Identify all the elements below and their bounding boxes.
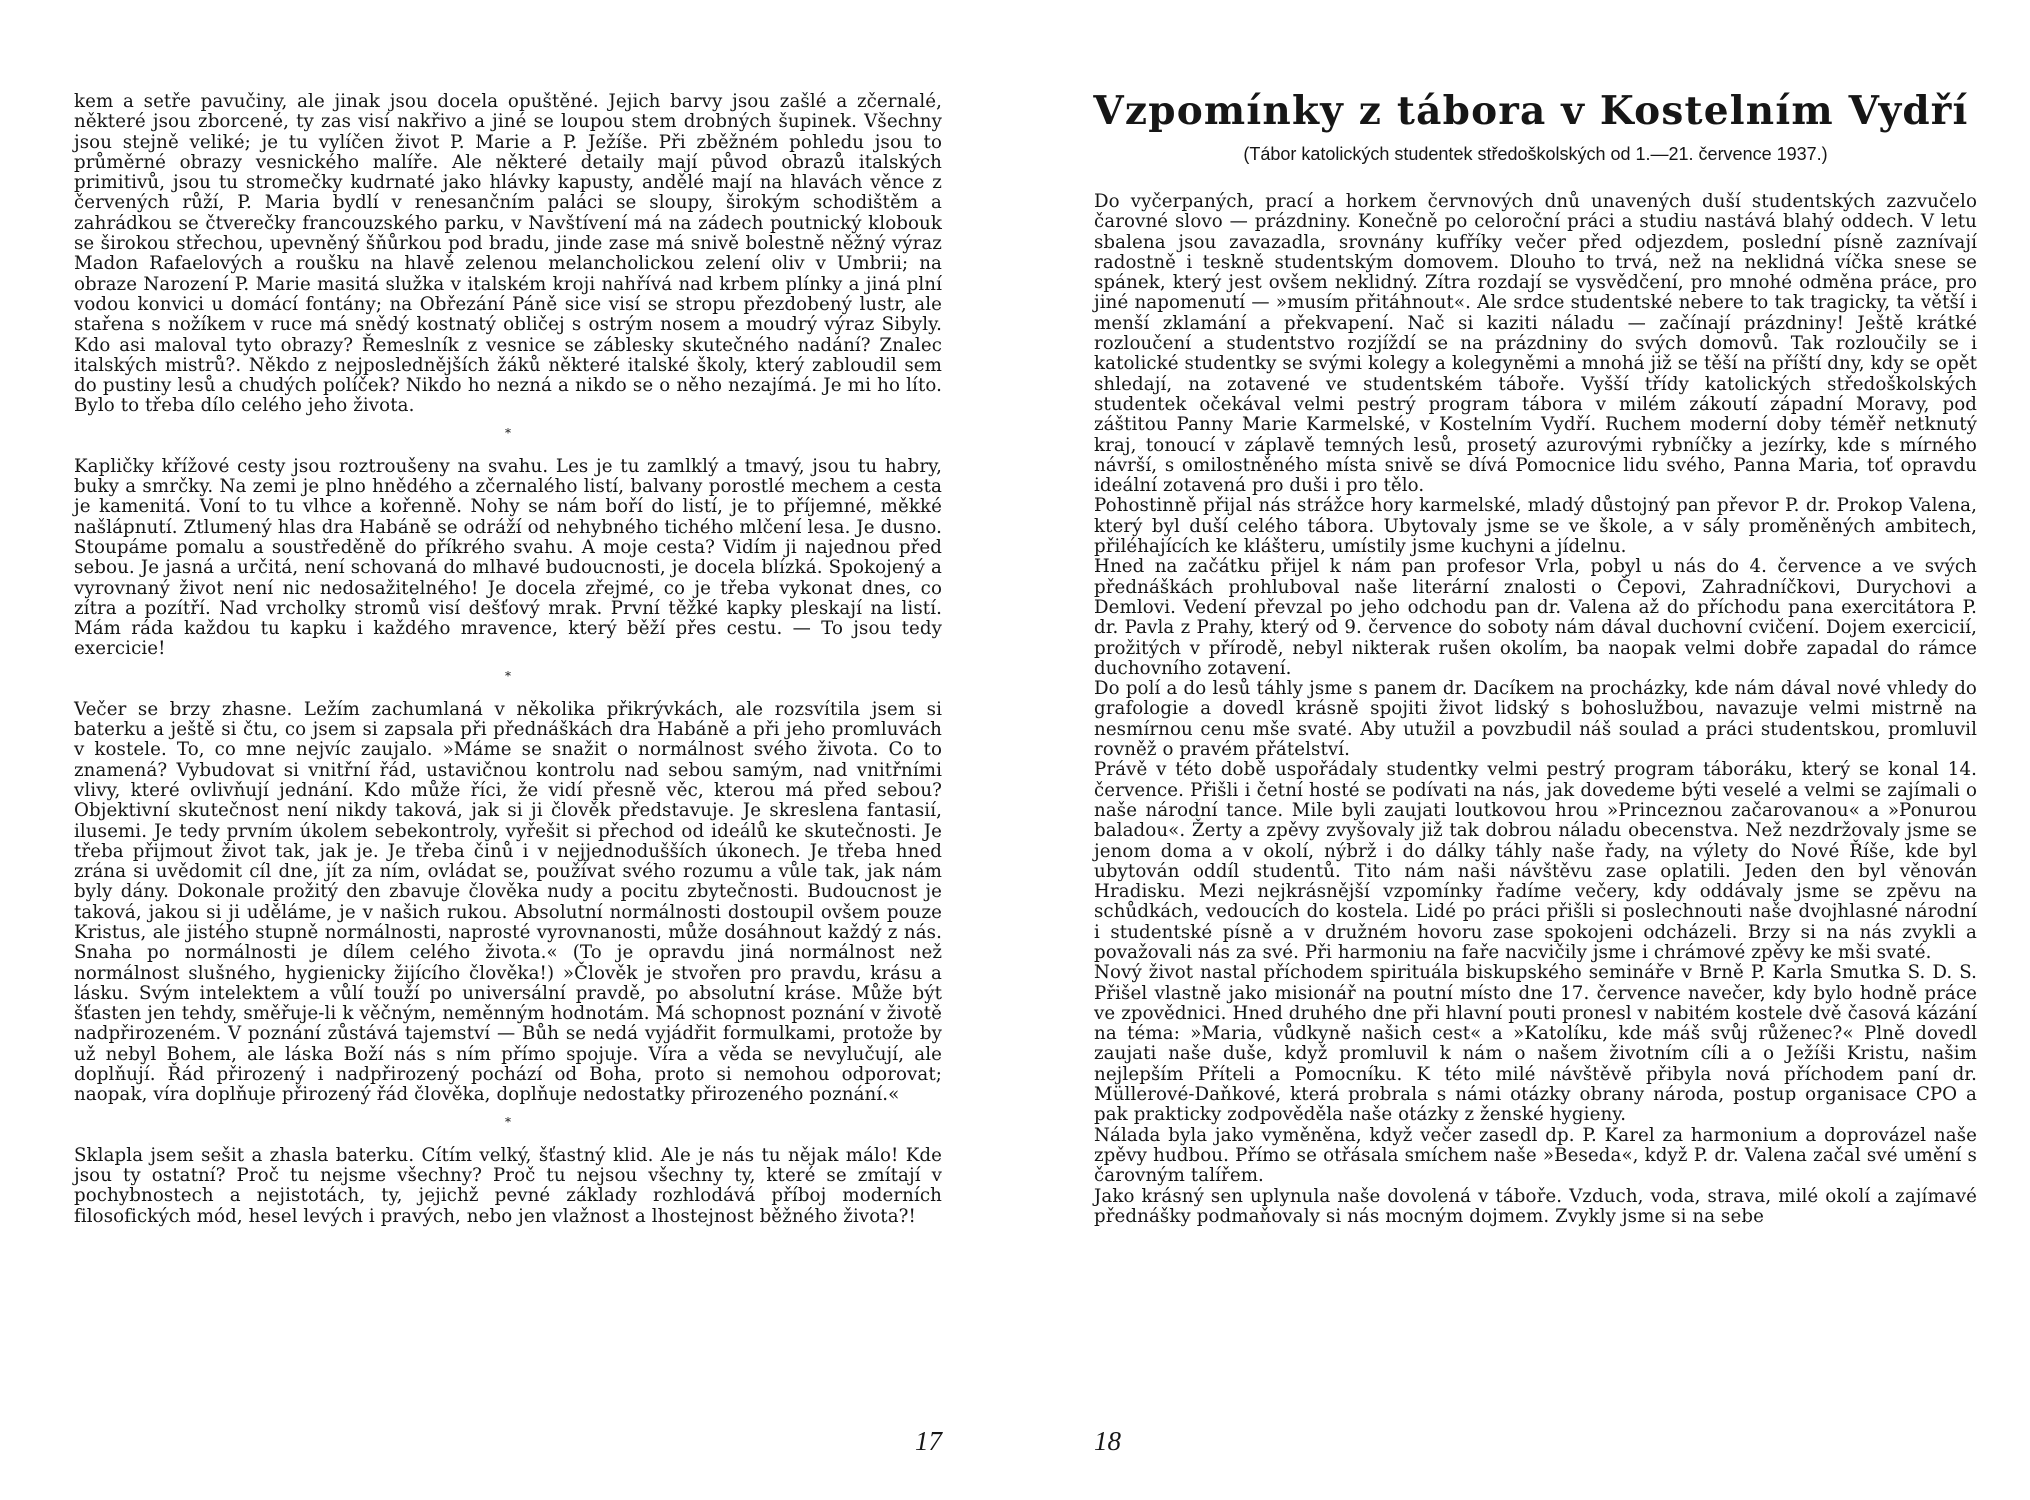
right-page bbox=[1015, 0, 2030, 1500]
paragraph: Právě v této době uspořádaly studentky velmi pestrý program táboráku, který se konal 14. července. Přišli i četní hosté se podívati na nás, jak dovedeme býti veselé a velmi se zajímali o naše národní tance. Mile byli zaujati loutkovou hrou »Princeznou začarovanou« a »Ponurou baladou«. Žerty a zpěvy zvyšovaly již tak dobrou náladu obecenstva. Než nezdržovaly jsme se jenom doma a v okolí, nýbrž i do dálky táhly naše řady, na výlety do Nové Říše, kde byl ubytován oddíl studentů. Tito nám naši návštěvu zase oplatili. Jeden den byl věnován Hradisku. Mezi nejkrásnější vzpomínky řadíme večery, kdy oddávaly jsme se zpěvu na schůdkách, vedoucích do kostela. Lidé po práci přišli si poslechnouti naše dvojhlasné národní i studentské písně a v družném hovoru zase spokojeni odcházeli. Brzy si na nás zvykli a považovali nás za své. Při harmoniu na faře nacvičily jsme i chrámové zpěvy ke mši svaté. bbox=[1094, 759, 1977, 963]
paragraph: kem a setře pavučiny, ale jinak jsou docela opuštěné. Jejich barvy jsou zašlé a zčernalé, některé jsou zborcené, ty zas visí nakřivo a jiné se loupou stem drobných šupinek. Všechny jsou stejně veliké; je tu vylíčen život P. Marie a P. Ježíše. Při zběžném pohledu jsou to průměrné obrazy vesnického malíře. Ale některé detaily mají původ obrazů italských primitivů, jsou tu stromečky kudrnaté jako hlávky kapusty, andělé mají na hlavách věnce z červených růží, P. Maria bydlí v renesančním paláci se sloupy, širokým schodištěm a zahrádkou se čtverečky francouzského parku, v Navštívení má na zádech poutnický klobouk se širokou střechou, upevněný šňůrkou pod bradu, jinde zase má snivě bolestně něžný výraz Madon Rafaelových a roušku na hlavě zelenou melancholickou zelení oliv v Umbrii; na obraze Narození P. Marie masitá služka v italském kroji nahřívá nad krbem plínky a jiná plní vodou konvici u domácí fontány; na Obřezání Páně sice visí se stropu přezdobený lustr, ale stařena s nožíkem v ruce má snědý kostnatý obličej s ostrým nosem a moudrý výraz Sibyly. Kdo asi maloval tyto obrazy? Řemeslník z vesnice se záblesky skutečného nadání? Znalec italských mistrů?. Někdo z nejposlednějších žáků některé italské školy, který zabloudil sem do pustiny lesů a chudých políček? Nikdo ho nezná a nikdo se o něho nezajímá. Je mi ho líto. Bylo to třeba dílo celého jeho života. bbox=[74, 91, 942, 417]
page-number: 17 bbox=[915, 1426, 942, 1456]
section-separator: * bbox=[505, 668, 511, 683]
page-number: 18 bbox=[1094, 1426, 1121, 1456]
paragraph: Kapličky křížové cesty jsou roztroušeny na svahu. Les je tu zamlklý a tmavý, jsou tu habry, buky a smrčky. Na zemi je plno hnědého a zčernalého listí, balvany porostlé mechem a cesta je kamenitá. Voní to tu vlhce a kořenně. Nohy se nám boří do listí, je to příjemné, měkké našlápnutí. Ztlumený hlas dra Habáně se odráží od nehybného tichého mlčení lesa. Je dusno. Stoupáme pomalu a soustředěně do příkrého svahu. A moje cesta? Vidím ji najednou před sebou. Je jasná a určitá, není schovaná do mlhavé budoucnosti, je docela blízká. Spokojený a vyrovnaný život není nic nedosažitelného! Je docela zřejmé, co je třeba vykonat dnes, co zítra a pozítří. Nad vrcholky stromů visí dešťový mrak. První těžké kapky pleskají na listí. Mám ráda každou tu kapku i každého mravence, který běží přes cestu. — To jsou tedy exercicie! bbox=[74, 455, 942, 660]
left-page-text bbox=[74, 92, 942, 1227]
paragraph: Nálada byla jako vyměněna, když večer zasedl dp. P. Karel za harmonium a doprovázel naše zpěvy hudbou. Přímo se otřásala smíchem naše »Beseda«, když P. dr. Valena začal své umění s čarovným talířem. bbox=[1094, 1124, 1977, 1187]
article-title: Vzpomínky z tábora v Kostelním Vydří bbox=[1093, 88, 1969, 134]
paragraph: Večer se brzy zhasne. Ležím zachumlaná v několika přikrývkách, ale rozsvítila jsem si baterku a ještě si čtu, co jsem si zapsala při přednáškách dra Habáně a při jeho promluvách v kostele. To, co mne nejvíc zaujalo. »Máme se snažit o normálnost svého života. Co to znamená? Vybudovat si vnitřní řád, ustavičnou kontrolu nad sebou samým, nad vnitřními vlivy, které ovlivňují jednání. Kdo může říci, že vidí přesně věc, kterou má před sebou? Objektivní skutečnost není nikdy taková, jak si ji člověk představuje. Je skreslena fantasií, ilusemi. Je tedy prvním úkolem sebekontroly, vyřešit si přechod od ideálů ke skutečnosti. Je třeba přijmout život tak, jak je. Je třeba činů i v nejjednodušších úkonech. Je třeba hned zrána si uvědomit cíl dne, jít za ním, ovládat se, používat svého rozumu a vůle tak, jak nám byly dány. Dokonale prožitý den zbavuje člověka nudy a pocitu zbytečnosti. Budoucnost je taková, jakou si ji uděláme, je v našich rukou. Absolutní normálnosti dostoupil ovšem pouze Kristus, ale jistého stupně normálnosti, naprosté vyrovnanosti, může dosáhnout každý z nás. Snaha po normálnosti je dílem celého života.« (To je opravdu jiná normálnost než normálnost slušného, hygienicky žijícího člověka!) »Člověk je stvořen pro pravdu, krásu a lásku. Svým intelektem a vůlí touží po universální pravdě, po absolutní kráse. Může být šťasten jen tehdy, směřuje-li k věčným, neměnným hodnotám. Má schopnost poznání v životě nadpřirozeném. V poznání zůstává tajemství — Bůh se nedá vyjádřit formulkami, protože by už nebyl Bohem, ale láska Boží nás s ním přímo spojuje. Víra a věda se nevylučují, ale doplňují. Řád přirozený i nadpřirozený pochází od Boha, proto si nemohou odporovat; naopak, víra doplňuje přirozený řád člověka, doplňuje nedostatky přirozeného poznání.« bbox=[74, 698, 942, 1106]
paragraph: Do polí a do lesů táhly jsme s panem dr. Dacíkem na procházky, kde nám dával nové vhledy do grafologie a dovedl krásně spojiti život lidský s bohoslužbou, navazuje velmi mistrně na nesmírnou cenu mše svaté. Aby utužil a povzbudil náš soulad a práci studentskou, promluvil rovněž o pravém přátelství. bbox=[1094, 678, 1977, 761]
paragraph: Jako krásný sen uplynula naše dovolená v táboře. Vzduch, voda, strava, milé okolí a zajímavé přednášky podmaňovaly si nás mocným dojmem. Zvykly jsme si na sebe bbox=[1094, 1185, 1977, 1227]
section-separator: * bbox=[505, 425, 511, 440]
paragraph: Nový život nastal příchodem spirituála biskupského semináře v Brně P. Karla Smutka S. D. S. Přišel vlastně jako misionář na poutní místo dne 17. července navečer, kdy bylo hodně práce ve zpovědnici. Hned druhého dne při hlavní pouti pronesl v nabitém kostele dvě časová kázání na téma: »Maria, vůdkyně našich cest« a »Katolíku, kde máš svůj růženec?« Plně dovedl zaujati naše duše, když promluvil k nám o našem životním cíli a o Ježíši Kristu, našim nejlepším Příteli a Pomocníku. K této milé návštěvě přibyla nová příchodem paní dr. Müllerové-Daňkové, která probrala s námi otázky obrany národa, postup organisace CPO a pak prakticky zodpověděla naše otázky z ženské hygieny. bbox=[1094, 962, 1977, 1126]
article-subtitle: (Tábor katolických studentek středoškolských od 1.—21. července 1937.) bbox=[1243, 144, 1828, 164]
right-page-text bbox=[1094, 192, 1977, 1227]
paragraph: Do vyčerpaných, prací a horkem červnových dnů unavených duší studentských zazvučelo čarovné slovo — prázdniny. Konečně po celoroční práci a studiu nastává blahý oddech. V letu sbalena jsou zavazadla, srovnány kufříky večer před odjezdem, poslední písně zaznívají radostně i teskně studentským domovem. Dlouho to trvá, než na neklidná víčka snese se spánek, který jest ovšem neklidný. Zítra rozdají se vysvědčení, pro mnohé odměna práce, pro jiné napomenutí — »musím přitáhnout«. Ale srdce studentské nebere to tak tragicky, ta větší i menší zklamání a překvapení. Nač si kaziti náladu — začínají prázdniny! Ještě krátké rozloučení a studentstvo rozjíždí se na prázdniny do svých domovů. Tak rozloučily se i katolické studentky se svými kolegy a kolegyněmi a mnohá již se těší na příští dny, kdy se opět shledají, na zotavené ve studentském táboře. Vyšší třídy katolických středoškolských studentek očekával velmi pestrý program tábora v milém zákoutí západní Moravy, pod záštitou Panny Marie Karmelské, v Kostelním Vydří. Ruchem moderní doby téměř netknutý kraj, tonoucí v záplavě temných lesů, prosetý azurovými rybníčky a jezírky, kde s mírného návrší, s omilostněného místa snivě se dívá Pomocnice lidu svého, Panna Maria, toť opravdu ideální zotavená pro duši i pro tělo. bbox=[1094, 191, 1977, 497]
section-separator: * bbox=[505, 1114, 511, 1129]
paragraph: Hned na začátku přijel k nám pan profesor Vrla, pobyl u nás do 4. července a ve svých přednáškách prohluboval naše literární znalosti o Čepovi, Zahradníčkovi, Durychovi a Demlovi. Vedení převzal po jeho odchodu pan dr. Valena až do příchodu pana exercitátora P. dr. Pavla z Prahy, který od 9. července do soboty nám dával duchovní cvičení. Dojem exercicií, prožitých v přírodě, nebyl nikterak rušen okolím, ba naopak velmi dobře zapadal do rámce duchovního zotavení. bbox=[1094, 556, 1977, 679]
paragraph: Pohostinně přijal nás strážce hory karmelské, mladý důstojný pan převor P. dr. Prokop Valena, který byl duší celého tábora. Ubytovaly jsme se ve škole, a v sály proměněných ambitech, přiléhajících ke klášteru, umístily jsme kuchyni a jídelnu. bbox=[1094, 495, 1977, 558]
paragraph: Sklapla jsem sešit a zhasla baterku. Cítím velký, šťastný klid. Ale je nás tu nějak málo! Kde jsou ty ostatní? Proč tu nejsme všechny? Proč tu nejsou všechny ty, které se zmítají v pochybnostech a nejistotách, ty, jejichž pevné základy rozhlodává příboj moderních filosofických mód, hesel levých i pravých, nebo jen vlažnost a lhostejnost běžného života?! bbox=[74, 1144, 942, 1227]
